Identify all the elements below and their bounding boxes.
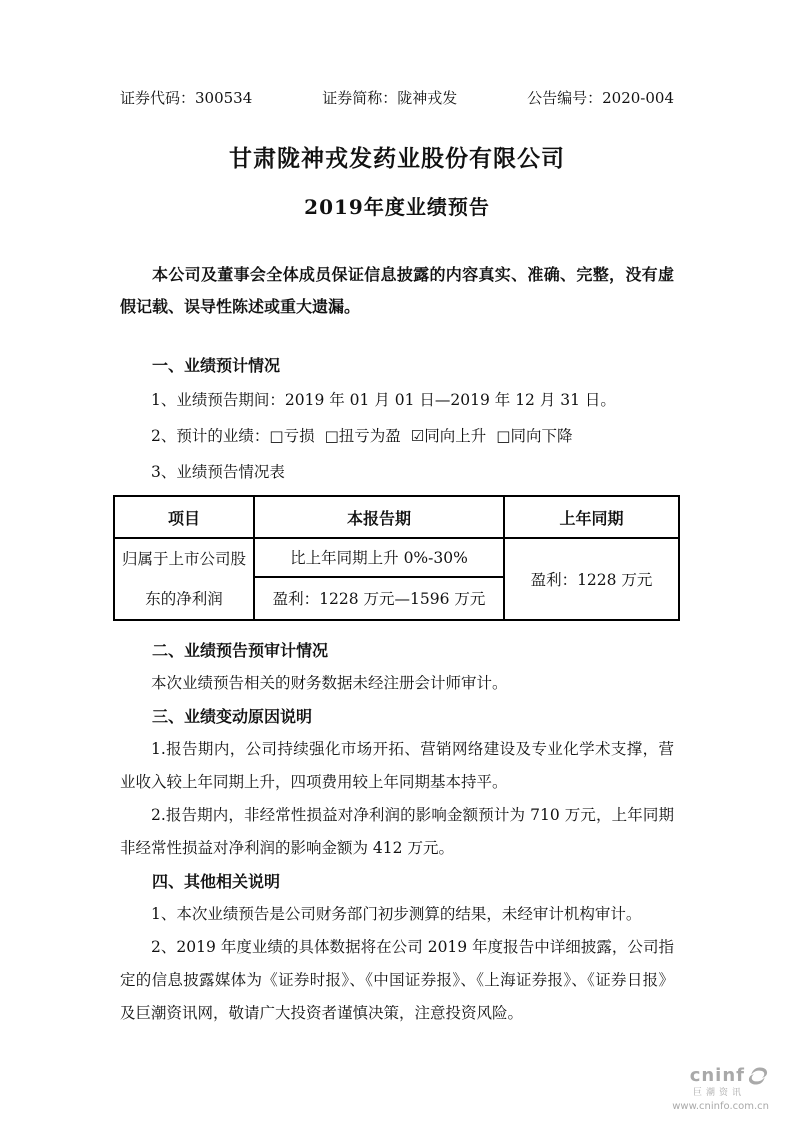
cell-current-change: 比上年同期上升 0%-30%: [254, 538, 504, 577]
checkbox-checked-icon: ☑: [410, 427, 425, 445]
announcement-number: 公告编号：2020-004: [527, 89, 674, 107]
forecast-type-label: 2、预计的业绩：: [151, 427, 270, 445]
table-row: [114, 538, 679, 577]
document-subtitle: 2019年度业绩预告: [304, 195, 490, 219]
section4-heading: 四、其他相关说明: [152, 872, 281, 891]
section2-heading: 二、业绩预告预审计情况: [152, 641, 329, 660]
cninfo-logo-chinese: 巨潮资讯: [692, 1088, 745, 1099]
option-turnaround-label: 扭亏为盈: [338, 427, 401, 445]
section3-paragraph-1: 1.报告期内，公司持续强化市场开拓、营销网络建设及专业化学术支撑，营业收入较上年同期上升，四项费用较上年同期基本持平。: [120, 740, 674, 791]
section3-paragraph-2: 2.报告期内，非经常性损益对净利润的影响金额预计为 710 万元，上年同期非经常性损益对净利润的影响金额为 412 万元。: [120, 806, 674, 857]
section4-paragraph-2: 2、2019 年度业绩的具体数据将在公司 2019 年度报告中详细披露，公司指定的信息披露媒体为《证券时报》、《中国证券报》、《上海证券报》、《证券日报》及巨潮资讯网，敬请广大投资者谨慎决策，注意投资风险。: [120, 938, 674, 1022]
section1-heading: 一、业绩预计情况: [152, 356, 281, 375]
option-loss-label: 亏损: [283, 427, 315, 445]
option-increase: [411, 427, 486, 445]
checkbox-unchecked-icon: □: [496, 427, 511, 445]
header-item: 项目: [114, 496, 254, 538]
cninfo-logo-text: cninf: [689, 1064, 745, 1086]
option-increase-label: 同向上升: [424, 427, 487, 445]
document-header: [120, 88, 674, 108]
forecast-period-line: 1、业绩预告期间：2019 年 01 月 01 日—2019 年 12 月 31 日。: [151, 391, 616, 409]
forecast-type-line: [120, 418, 674, 454]
stock-code: 证券代码：300534: [120, 89, 253, 107]
cell-prior-profit: 盈利：1228 万元: [504, 538, 679, 620]
cninfo-logo-url: www.cninfo.com.cn: [672, 1100, 769, 1112]
section3-heading: 三、业绩变动原因说明: [152, 707, 313, 726]
company-title: 甘肃陇神戎发药业股份有限公司: [229, 145, 565, 172]
cninfo-logo: [672, 1065, 769, 1112]
cell-current-profit: 盈利：1228 万元—1596 万元: [254, 577, 504, 620]
checkbox-unchecked-icon: □: [269, 427, 284, 445]
option-turnaround: [325, 427, 401, 445]
disclaimer-paragraph: 本公司及董事会全体成员保证信息披露的内容真实、准确、完整，没有虚假记载、误导性陈述或重大遗漏。: [120, 265, 674, 316]
table-header-row: [114, 496, 679, 538]
header-current-period: 本报告期: [254, 496, 504, 538]
option-decrease-label: 同向下降: [510, 427, 573, 445]
cninfo-logo-top: [672, 1065, 769, 1087]
stock-abbr: 证券简称：陇神戎发: [322, 89, 458, 107]
forecast-table-caption: 3、业绩预告情况表: [151, 463, 285, 481]
option-loss: [269, 427, 314, 445]
cninfo-swirl-icon: [747, 1065, 769, 1087]
option-decrease: [496, 427, 572, 445]
section2-body: 本次业绩预告相关的财务数据未经注册会计师审计。: [151, 674, 508, 692]
cell-net-profit-item: 归属于上市公司股东的净利润: [114, 538, 254, 620]
section4-paragraph-1: 1、本次业绩预告是公司财务部门初步测算的结果，未经审计机构审计。: [151, 905, 642, 923]
checkbox-unchecked-icon: □: [324, 427, 339, 445]
header-prior-period: 上年同期: [504, 496, 679, 538]
forecast-table: [113, 495, 680, 621]
